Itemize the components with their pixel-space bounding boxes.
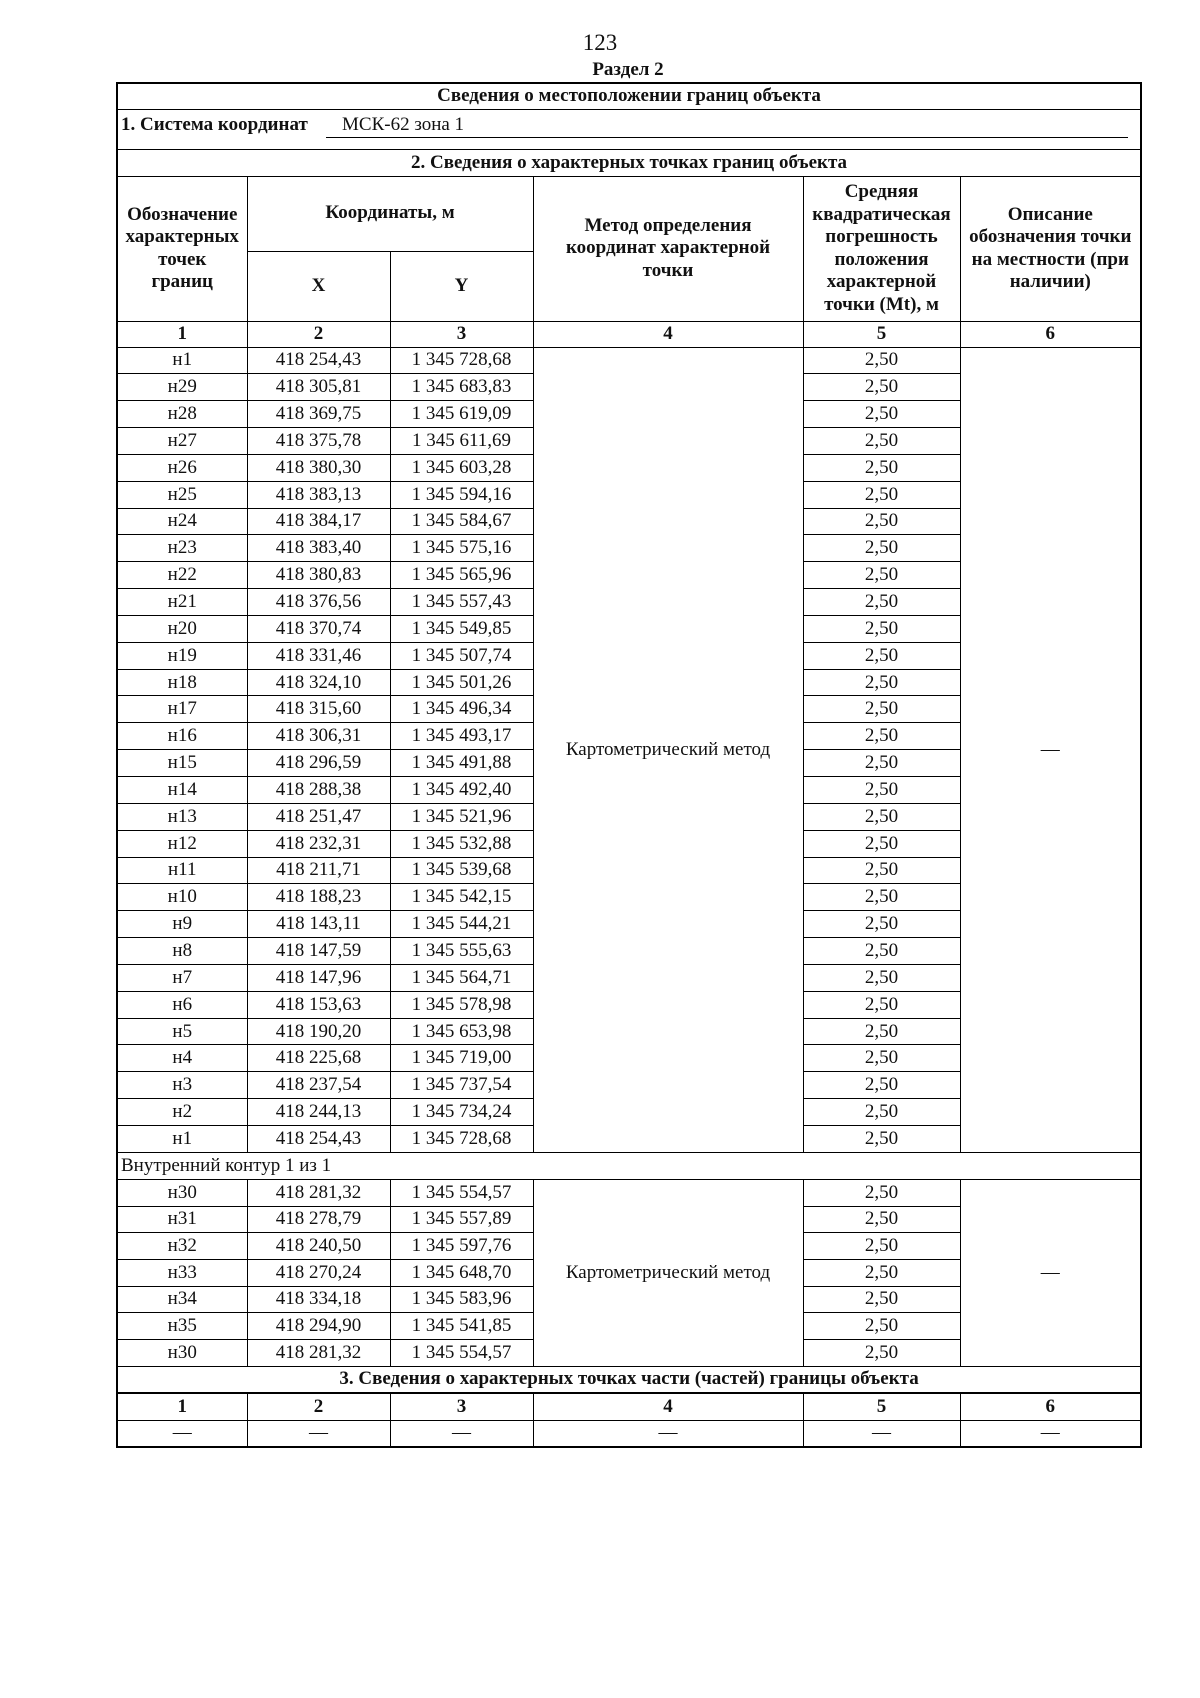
point-mt: 2,50: [803, 964, 960, 991]
section3-empty-cell: —: [533, 1420, 803, 1447]
point-y: 1 345 544,21: [390, 911, 533, 938]
point-x: 418 315,60: [247, 696, 390, 723]
point-mt: 2,50: [803, 1233, 960, 1260]
point-row: [117, 1179, 1141, 1206]
table-header: [117, 83, 1141, 347]
point-x: 418 296,59: [247, 750, 390, 777]
point-name: н24: [117, 508, 247, 535]
point-y: 1 345 653,98: [390, 1018, 533, 1045]
column-number: 3: [390, 321, 533, 347]
point-y: 1 345 507,74: [390, 642, 533, 669]
section-title: Раздел 2: [592, 59, 664, 80]
point-method: Картометрический метод: [533, 347, 803, 1152]
page-number: 123: [582, 30, 618, 55]
point-name: н27: [117, 428, 247, 455]
point-name: н18: [117, 669, 247, 696]
point-name: н9: [117, 911, 247, 938]
coord-system-wrap: [118, 110, 1140, 149]
point-mt: 2,50: [803, 374, 960, 401]
point-y: 1 345 719,00: [390, 1045, 533, 1072]
point-y: 1 345 611,69: [390, 428, 533, 455]
point-y: 1 345 532,88: [390, 830, 533, 857]
point-x: 418 188,23: [247, 884, 390, 911]
point-x: 418 211,71: [247, 857, 390, 884]
point-x: 418 147,96: [247, 964, 390, 991]
section3: [117, 1366, 1141, 1447]
point-y: 1 345 584,67: [390, 508, 533, 535]
point-method: Картометрический метод: [533, 1179, 803, 1366]
point-name: н3: [117, 1072, 247, 1099]
column-number: 4: [533, 321, 803, 347]
point-x: 418 251,47: [247, 803, 390, 830]
point-x: 418 288,38: [247, 777, 390, 804]
inner-contour-rows: [117, 1179, 1141, 1366]
point-x: 418 380,30: [247, 454, 390, 481]
point-x: 418 370,74: [247, 615, 390, 642]
coord-system-row: [117, 109, 1141, 149]
point-x: 418 237,54: [247, 1072, 390, 1099]
section3-empty-cell: —: [803, 1420, 960, 1447]
point-y: 1 345 554,57: [390, 1339, 533, 1366]
point-x: 418 383,40: [247, 535, 390, 562]
header-row-1: [117, 176, 1141, 251]
inner-contour-section: [117, 1152, 1141, 1179]
point-row: [117, 347, 1141, 374]
point-x: 418 305,81: [247, 374, 390, 401]
point-x: 418 240,50: [247, 1233, 390, 1260]
point-x: 418 375,78: [247, 428, 390, 455]
point-y: 1 345 583,96: [390, 1286, 533, 1313]
column-number: 6: [960, 321, 1141, 347]
point-y: 1 345 648,70: [390, 1259, 533, 1286]
point-name: н34: [117, 1286, 247, 1313]
point-y: 1 345 575,16: [390, 535, 533, 562]
point-name: н35: [117, 1313, 247, 1340]
point-name: н31: [117, 1206, 247, 1233]
point-y: 1 345 565,96: [390, 562, 533, 589]
point-mt: 2,50: [803, 428, 960, 455]
point-mt: 2,50: [803, 535, 960, 562]
point-mt: 2,50: [803, 938, 960, 965]
section3-column-numbers-row: [117, 1393, 1141, 1420]
section3-row: [117, 1366, 1141, 1393]
section3-empty-cell: —: [390, 1420, 533, 1447]
point-y: 1 345 557,89: [390, 1206, 533, 1233]
point-y: 1 345 496,34: [390, 696, 533, 723]
point-name: н13: [117, 803, 247, 830]
point-x: 418 306,31: [247, 723, 390, 750]
point-y: 1 345 549,85: [390, 615, 533, 642]
point-y: 1 345 603,28: [390, 454, 533, 481]
point-y: 1 345 557,43: [390, 589, 533, 616]
point-y: 1 345 619,09: [390, 401, 533, 428]
header-designation: Обозначение характерных точек границ: [117, 176, 247, 321]
point-mt: 2,50: [803, 669, 960, 696]
header-description: Описание обозначения точки на местности (при наличии): [960, 176, 1141, 321]
column-number: 2: [247, 321, 390, 347]
header-coordinates: Координаты, м: [247, 176, 533, 251]
point-name: н25: [117, 481, 247, 508]
point-name: н10: [117, 884, 247, 911]
point-y: 1 345 734,24: [390, 1099, 533, 1126]
point-y: 1 345 491,88: [390, 750, 533, 777]
header-y: Y: [390, 251, 533, 321]
point-name: н7: [117, 964, 247, 991]
point-name: н8: [117, 938, 247, 965]
point-name: н11: [117, 857, 247, 884]
point-x: 418 270,24: [247, 1259, 390, 1286]
point-y: 1 345 728,68: [390, 347, 533, 374]
point-name: н2: [117, 1099, 247, 1126]
point-y: 1 345 578,98: [390, 991, 533, 1018]
section3-empty-row: [117, 1420, 1141, 1447]
point-mt: 2,50: [803, 1072, 960, 1099]
point-x: 418 153,63: [247, 991, 390, 1018]
point-mt: 2,50: [803, 696, 960, 723]
point-mt: 2,50: [803, 1179, 960, 1206]
point-mt: 2,50: [803, 1125, 960, 1152]
point-name: н23: [117, 535, 247, 562]
point-mt: 2,50: [803, 1045, 960, 1072]
header-method: Метод определения координат характерной точки: [533, 176, 803, 321]
point-mt: 2,50: [803, 481, 960, 508]
point-name: н6: [117, 991, 247, 1018]
point-x: 418 384,17: [247, 508, 390, 535]
section3-column-number: 6: [960, 1393, 1141, 1420]
point-name: н20: [117, 615, 247, 642]
point-name: н26: [117, 454, 247, 481]
point-mt: 2,50: [803, 750, 960, 777]
title-row: [117, 83, 1141, 109]
inner-contour-row: [117, 1152, 1141, 1179]
point-mt: 2,50: [803, 830, 960, 857]
point-x: 418 281,32: [247, 1339, 390, 1366]
point-mt: 2,50: [803, 642, 960, 669]
point-y: 1 345 492,40: [390, 777, 533, 804]
point-mt: 2,50: [803, 991, 960, 1018]
point-mt: 2,50: [803, 508, 960, 535]
coord-system-value: МСК-62 зона 1: [326, 113, 1128, 138]
section3-empty-cell: —: [117, 1420, 247, 1447]
point-mt: 2,50: [803, 1018, 960, 1045]
section2-row: [117, 149, 1141, 176]
point-name: н1: [117, 347, 247, 374]
point-name: н15: [117, 750, 247, 777]
point-name: н29: [117, 374, 247, 401]
coord-system-cell: [117, 109, 1141, 149]
point-name: н19: [117, 642, 247, 669]
point-y: 1 345 683,83: [390, 374, 533, 401]
point-name: н30: [117, 1339, 247, 1366]
point-y: 1 345 728,68: [390, 1125, 533, 1152]
column-number: 1: [117, 321, 247, 347]
point-x: 418 294,90: [247, 1313, 390, 1340]
point-x: 418 254,43: [247, 347, 390, 374]
point-mt: 2,50: [803, 803, 960, 830]
point-y: 1 345 737,54: [390, 1072, 533, 1099]
column-number: 5: [803, 321, 960, 347]
point-x: 418 334,18: [247, 1286, 390, 1313]
point-y: 1 345 493,17: [390, 723, 533, 750]
point-x: 418 143,11: [247, 911, 390, 938]
point-mt: 2,50: [803, 562, 960, 589]
section3-column-number: 2: [247, 1393, 390, 1420]
point-x: 418 331,46: [247, 642, 390, 669]
section2-title: 2. Сведения о характерных точках границ объекта: [117, 149, 1141, 176]
header-error: Средняя квадратическая погрешность положения характерной точки (Mt), м: [803, 176, 960, 321]
point-mt: 2,50: [803, 347, 960, 374]
section3-empty-cell: —: [247, 1420, 390, 1447]
boundary-table: [116, 82, 1142, 1448]
point-name: н21: [117, 589, 247, 616]
point-x: 418 324,10: [247, 669, 390, 696]
point-mt: 2,50: [803, 1206, 960, 1233]
point-y: 1 345 594,16: [390, 481, 533, 508]
point-mt: 2,50: [803, 615, 960, 642]
point-description: —: [960, 1179, 1141, 1366]
point-name: н28: [117, 401, 247, 428]
point-name: н5: [117, 1018, 247, 1045]
point-name: н4: [117, 1045, 247, 1072]
point-y: 1 345 521,96: [390, 803, 533, 830]
point-mt: 2,50: [803, 723, 960, 750]
point-x: 418 380,83: [247, 562, 390, 589]
point-name: н17: [117, 696, 247, 723]
point-x: 418 225,68: [247, 1045, 390, 1072]
section3-empty-cell: —: [960, 1420, 1141, 1447]
point-mt: 2,50: [803, 884, 960, 911]
point-description: —: [960, 347, 1141, 1152]
point-mt: 2,50: [803, 1339, 960, 1366]
point-x: 418 281,32: [247, 1179, 390, 1206]
point-x: 418 369,75: [247, 401, 390, 428]
point-x: 418 383,13: [247, 481, 390, 508]
section3-column-number: 1: [117, 1393, 247, 1420]
point-x: 418 376,56: [247, 589, 390, 616]
column-numbers-row: [117, 321, 1141, 347]
point-name: н32: [117, 1233, 247, 1260]
point-y: 1 345 501,26: [390, 669, 533, 696]
point-name: н16: [117, 723, 247, 750]
point-name: н22: [117, 562, 247, 589]
header-x: X: [247, 251, 390, 321]
point-x: 418 147,59: [247, 938, 390, 965]
point-mt: 2,50: [803, 589, 960, 616]
point-mt: 2,50: [803, 1099, 960, 1126]
point-y: 1 345 539,68: [390, 857, 533, 884]
point-y: 1 345 564,71: [390, 964, 533, 991]
point-y: 1 345 542,15: [390, 884, 533, 911]
point-x: 418 232,31: [247, 830, 390, 857]
point-mt: 2,50: [803, 857, 960, 884]
point-x: 418 254,43: [247, 1125, 390, 1152]
point-y: 1 345 597,76: [390, 1233, 533, 1260]
point-y: 1 345 555,63: [390, 938, 533, 965]
section3-column-number: 4: [533, 1393, 803, 1420]
section3-column-number: 5: [803, 1393, 960, 1420]
point-mt: 2,50: [803, 401, 960, 428]
point-mt: 2,50: [803, 454, 960, 481]
point-y: 1 345 541,85: [390, 1313, 533, 1340]
point-x: 418 244,13: [247, 1099, 390, 1126]
section3-title: 3. Сведения о характерных точках части (частей) границы объекта: [117, 1366, 1141, 1393]
point-name: н30: [117, 1179, 247, 1206]
inner-contour-label: Внутренний контур 1 из 1: [117, 1152, 1141, 1179]
point-y: 1 345 554,57: [390, 1179, 533, 1206]
point-mt: 2,50: [803, 1259, 960, 1286]
point-name: н12: [117, 830, 247, 857]
main-contour-rows: [117, 347, 1141, 1152]
table-title: Сведения о местоположении границ объекта: [117, 83, 1141, 109]
point-x: 418 190,20: [247, 1018, 390, 1045]
point-x: 418 278,79: [247, 1206, 390, 1233]
point-name: н33: [117, 1259, 247, 1286]
point-mt: 2,50: [803, 1313, 960, 1340]
coord-system-label: 1. Система координат: [121, 113, 308, 135]
point-mt: 2,50: [803, 777, 960, 804]
point-mt: 2,50: [803, 1286, 960, 1313]
section3-column-number: 3: [390, 1393, 533, 1420]
point-mt: 2,50: [803, 911, 960, 938]
point-name: н14: [117, 777, 247, 804]
point-name: н1: [117, 1125, 247, 1152]
